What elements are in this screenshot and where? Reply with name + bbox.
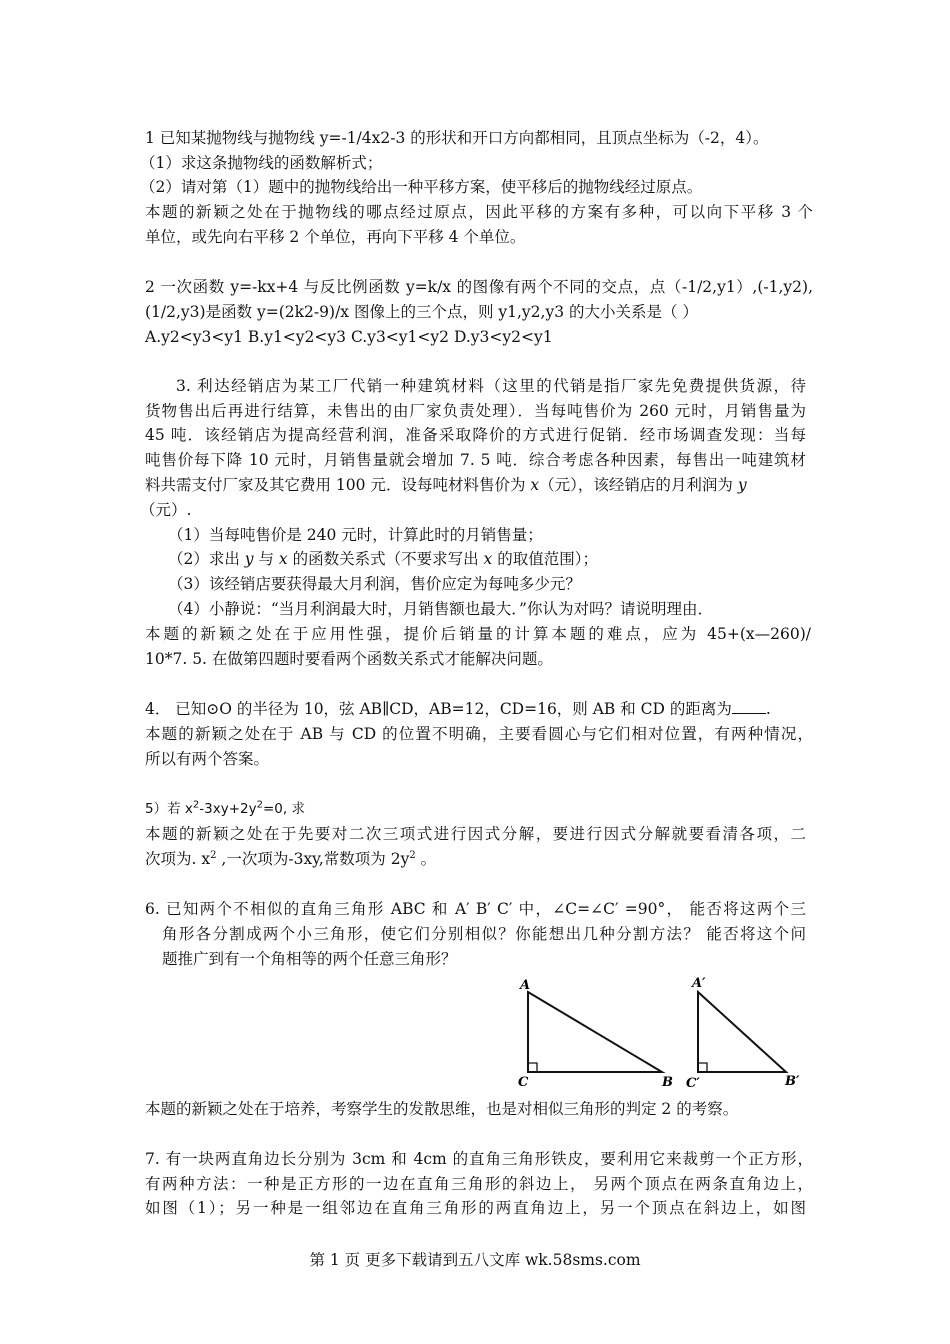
q5-note-line-1: 本题的新颖之处在于先要对二次三项式进行因式分解，要进行因式分解就要看清各项，二 bbox=[145, 825, 806, 843]
q2-line-1: 2 一次函数 y=-kx+4 与反比例函数 y=k/x 的图像有两个不同的交点，点（-1/2,y1）,(-1,y2), bbox=[145, 278, 813, 296]
label-b-prime: B′ bbox=[785, 1074, 800, 1089]
q6-line-3: 题推广到有一个角相等的两个任意三角形？ bbox=[162, 950, 457, 968]
q3-sub-1: （1）当每吨售价是 240 元时，计算此时的月销售量； bbox=[168, 526, 543, 544]
q1-line-2: （1）求这条抛物线的函数解析式； bbox=[140, 154, 383, 172]
q3-line-2: 货物售出后再进行结算，未售出的由厂家负责处理）．当每吨售价为 260 元时，月销售量为 bbox=[145, 402, 806, 420]
q7-line-2: 有两种方法：一种是正方形的一边在直角三角形的斜边上， 另两个顶点在两条直角边上， bbox=[145, 1175, 813, 1193]
q5-note-line-2: 次项为. $x^2$ ,一次项为-3xy,常数项为 $2y^2$ 。 bbox=[145, 849, 437, 868]
q3-sub-2: （2）求出 y 与 x 的函数关系式（不要求写出 x 的取值范围）； bbox=[168, 550, 598, 568]
q3-sub-3: （3）该经销店要获得最大月利润，售价应定为每吨多少元？ bbox=[168, 575, 581, 593]
label-b: B bbox=[662, 1075, 673, 1090]
label-c-prime: C′ bbox=[686, 1076, 700, 1091]
q1-note-line-2: 单位，或先向右平移 2 个单位，再向下平移 4 个单位。 bbox=[145, 228, 526, 246]
q1-line-1: 1 已知某抛物线与抛物线 y=-1/4x2-3 的形状和开口方向都相同，且顶点坐标为（-2，4）。 bbox=[145, 129, 769, 147]
q6-line-1: 6. 已知两个不相似的直角三角形 ABC 和 A′ B′ C′ 中，∠C=∠C′ =90°， 能否将这两个三 bbox=[145, 900, 806, 918]
q2-line-2: (1/2,y3)是函数 y=(2k2-9)/x 图像上的三个点，则 y1,y2,y3 的大小关系是（ ） bbox=[145, 303, 698, 321]
q2-options: A.y2<y3<y1 B.y1<y2<y3 C.y3<y1<y2 D.y3<y2<y1 bbox=[145, 328, 553, 346]
page-footer: 第 1 页 更多下载请到五八文库 wk.58sms.com bbox=[309, 1251, 641, 1269]
q7-line-3: 如图（1）；另一种是一组邻边在直角三角形的两直角边上，另一个顶点在斜边上，如图 bbox=[145, 1199, 806, 1217]
answer-blank bbox=[732, 699, 766, 714]
triangle-abc-prime bbox=[686, 976, 800, 1091]
q4-note-line-1: 本题的新颖之处在于 AB 与 CD 的位置不明确，主要看圆心与它们相对位置，有两种情况， bbox=[145, 725, 813, 743]
q3-line-4: 吨售价每下降 10 元时，月销售量就会增加 7. 5 吨．综合考虑各种因素，每售出一吨建筑材 bbox=[145, 451, 806, 469]
q3-note-line-1: 本题的新颖之处在于应用性强，提价后销量的计算本题的难点，应为 45+(x—260)/ bbox=[145, 625, 811, 643]
q4-note-line-2: 所以有两个答案。 bbox=[145, 750, 270, 768]
q6-note: 本题的新颖之处在于培养，考察学生的发散思维，也是对相似三角形的判定 2 的考察。 bbox=[145, 1100, 739, 1118]
q1-line-3: （2）请对第（1）题中的抛物线给出一种平移方案，使平移后的抛物线经过原点。 bbox=[140, 178, 703, 196]
q3-line-5: 料共需支付厂家及其它费用 100 元．设每吨材料售价为 x（元），该经销店的月利润为 y bbox=[145, 476, 747, 494]
q5-line-1: 5）若 $x^2-3xy+2y^2=0$, 求 bbox=[145, 799, 305, 817]
q3-line-6: （元）. bbox=[140, 501, 192, 519]
q3-sub-4: （4）小静说：“当月利润最大时，月销售额也最大．”你认为对吗？请说明理由． bbox=[168, 600, 713, 618]
q1-note-line-1: 本题的新颖之处在于抛物线的哪点经过原点，因此平移的方案有多种，可以向下平移 3 个 bbox=[145, 203, 813, 221]
q3-note-line-2: 10*7. 5. 在做第四题时要看两个函数关系式才能解决问题。 bbox=[145, 650, 553, 668]
q7-line-1: 7. 有一块两直角边长分别为 3cm 和 4cm 的直角三角形铁皮，要利用它来裁剪一个正方形， bbox=[145, 1150, 813, 1168]
q3-line-1: 3. 利达经销店为某工厂代销一种建筑材料（这里的代销是指厂家先免费提供货源，待 bbox=[176, 377, 806, 395]
q6-line-2: 角形各分割成两个小三角形，使它们分别相似？你能想出几种分割方法？ 能否将这个问 bbox=[162, 925, 806, 943]
triangle-abc bbox=[518, 978, 673, 1090]
q3-line-3: 45 吨．该经销店为提高经营利润，准备采取降价的方式进行促销．经市场调查发现：当每 bbox=[145, 426, 806, 444]
label-a: A bbox=[520, 978, 531, 993]
q4-line-1: 4． 已知⊙O 的半径为 10，弦 AB∥CD，AB=12，CD=16，则 AB 和 CD 的距离为 . bbox=[145, 700, 771, 718]
label-c: C bbox=[518, 1075, 529, 1090]
label-a-prime: A′ bbox=[692, 976, 706, 991]
triangles-figure bbox=[510, 970, 810, 1095]
